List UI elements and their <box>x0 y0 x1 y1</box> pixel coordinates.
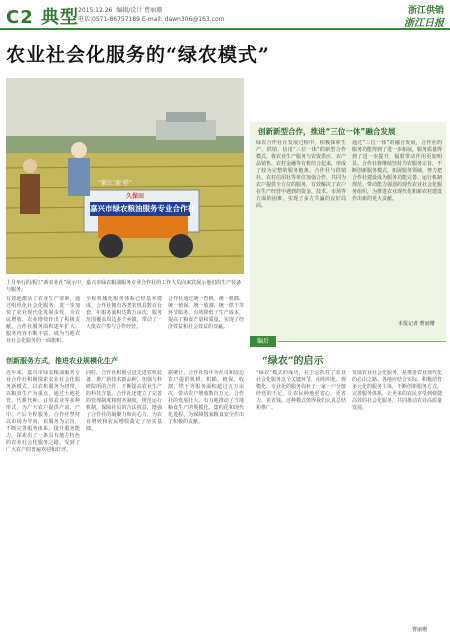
left-upper-col1: 有效地激活了农业生产要素，通过组织化社会化服务，进一步加快了农业现代化发展步伐，为农民增收、农业增效作出了积极贡献。合作社服务面积逐年扩大，服务内容不断丰富，成为当地农业社会化服务的一面旗帜。 <box>6 296 80 344</box>
left-upper-col2: 全程机械化服务体系已经基本建成，合作社拥有各类农机具数百台套，年服务面积达数万亩次，服务范围覆盖周边多个乡镇，带动了一大批农户参与合作经营。 <box>86 296 162 330</box>
header-editors: 编辑/设计 曹丽珊 <box>116 7 163 14</box>
main-photo <box>6 78 244 274</box>
page-headline: 农业社会化服务的“绿农模式” <box>6 44 270 66</box>
paper-name: 浙江日报 <box>404 18 444 29</box>
commentary-title: “绿农”的启示 <box>262 356 324 367</box>
page-header <box>0 0 450 30</box>
right-box-byline: 本报记者 曹丽珊 <box>398 321 435 327</box>
right-box-title: 创新新型合作，推进“三位一体”融合发展 <box>258 127 396 136</box>
left-lower-col1: 近年来，嘉兴市绿农粮油服务专业合作社积极探索农业社会化服务新模式，以农机服务为纽带，以粮食生产为重点，通过土地托管、代耕代种、订单农业等多种形式，为广大农户提供产前、产中、产后全程服务。合作社坚持以市场为导向，以服务为宗旨，不断完善服务体系，提升服务能力，探索出了一条具有地方特色的农业社会化服务之路，受到了广大农户的普遍欢迎和好评。 <box>6 370 80 453</box>
farm-photo-illustration <box>6 78 244 274</box>
right-box-col2: 通过“三位一体”的融合发展，合作社的服务功能得到了进一步拓展，服务质量得到了进一步提升，辐射带动作用更加明显。合作社将继续坚持为农服务宗旨，不断创新服务模式，拓展服务领域，努力把合作社建设成为服务功能完善、运行机制规范、带动能力强劲的现代农业社会化服务组织，为推进农业现代化和新农村建设作出新的更大贡献。 <box>352 140 442 202</box>
section-number: C2 <box>6 7 34 28</box>
header-contact: 电话:0571-86757189 E-mail: dawn306@163.com <box>78 16 225 23</box>
cooperative-banner: 嘉兴市绿农粮油服务专业合作社 <box>90 204 195 213</box>
right-box-col1: 绿农合作社在发展过程中，积极探索生产、供销、信用“三位一体”的新型合作模式，将农业生产服务与农资供应、农产品销售、农村金融等有机结合起来，形成了较为完整的服务链条。合作社与供销社、农村信用社等单位加强合作，共同为农户提供全方位的服务，有效解决了农户在生产经营中遇到的资金、技术、市场等方面的困难，实现了多方共赢的良好局面。 <box>256 140 346 209</box>
banner-top-text: “浙江‘浙’样” <box>98 180 133 187</box>
commentary-signature: 曹丽珊 <box>412 627 428 633</box>
left-lower-col2: 同时，合作社积极引进先进农机装备，推广新技术新品种，加强与科研院所的合作，不断提高农业生产的科技含量。合作社还建立了完善的管理制度和财务制度，规范运行机制，保障社员的合法权益，增强了合作社的凝聚力和向心力，为农业增效和农民增收奠定了坚实基础。 <box>86 370 162 432</box>
kubota-logo: 久保田 <box>126 193 145 200</box>
section-name: 典型 <box>41 7 80 28</box>
photo-caption: 上月举行的浙江“新农业社”展示中，嘉兴市绿农粮油服务专业合作社的工作人员向来宾展示他们的生产装备与服务。 <box>6 280 242 293</box>
left-upper-col3: 合作社通过统一育秧、统一机插、统一植保、统一收割、统一烘干等环节服务，有效降低了生产成本，提高了粮食产量和质量，实现了经济效益和社会效益的双赢。 <box>168 296 244 330</box>
province-label: 浙江供销 <box>407 6 444 16</box>
editor-note-rule <box>278 341 446 342</box>
commentary-col2: 发展农业社会化服务，是推进农业现代化的必由之路。各地应结合实际，积极培育多元化的服务主体，不断创新服务方式，完善服务体系，让更多的农民享受到便捷高效的社会化服务，共同推动农业高质量发展。 <box>352 370 442 411</box>
commentary-col1: “绿农”模式的成功，在于它抓住了农业社会化服务这个关键环节，用组织化、规模化、专业化的服务弥补了一家一户分散经营的不足，让农民种地更省心、更省力、更省钱。这种模式值得我们认真总结和推广。 <box>256 370 346 411</box>
left-subheading: 创新服务方式，推进农业规模化生产 <box>6 357 118 365</box>
section-label <box>6 3 79 29</box>
left-lower-col3: 据统计，合作社每年为社员和周边农户提供机耕、机插、植保、收割、烘干等服务面积超过五万亩次，带动农户增收数百万元。合作社的发展壮大，有力地推动了当地粮食生产的规模化、集约化和现代化进程，为保障国家粮食安全作出了积极的贡献。 <box>168 370 244 425</box>
header-date: 2015.12.26 编辑/设计 曹丽珊 <box>78 7 163 14</box>
editor-note-tag: 编后 <box>250 336 276 347</box>
